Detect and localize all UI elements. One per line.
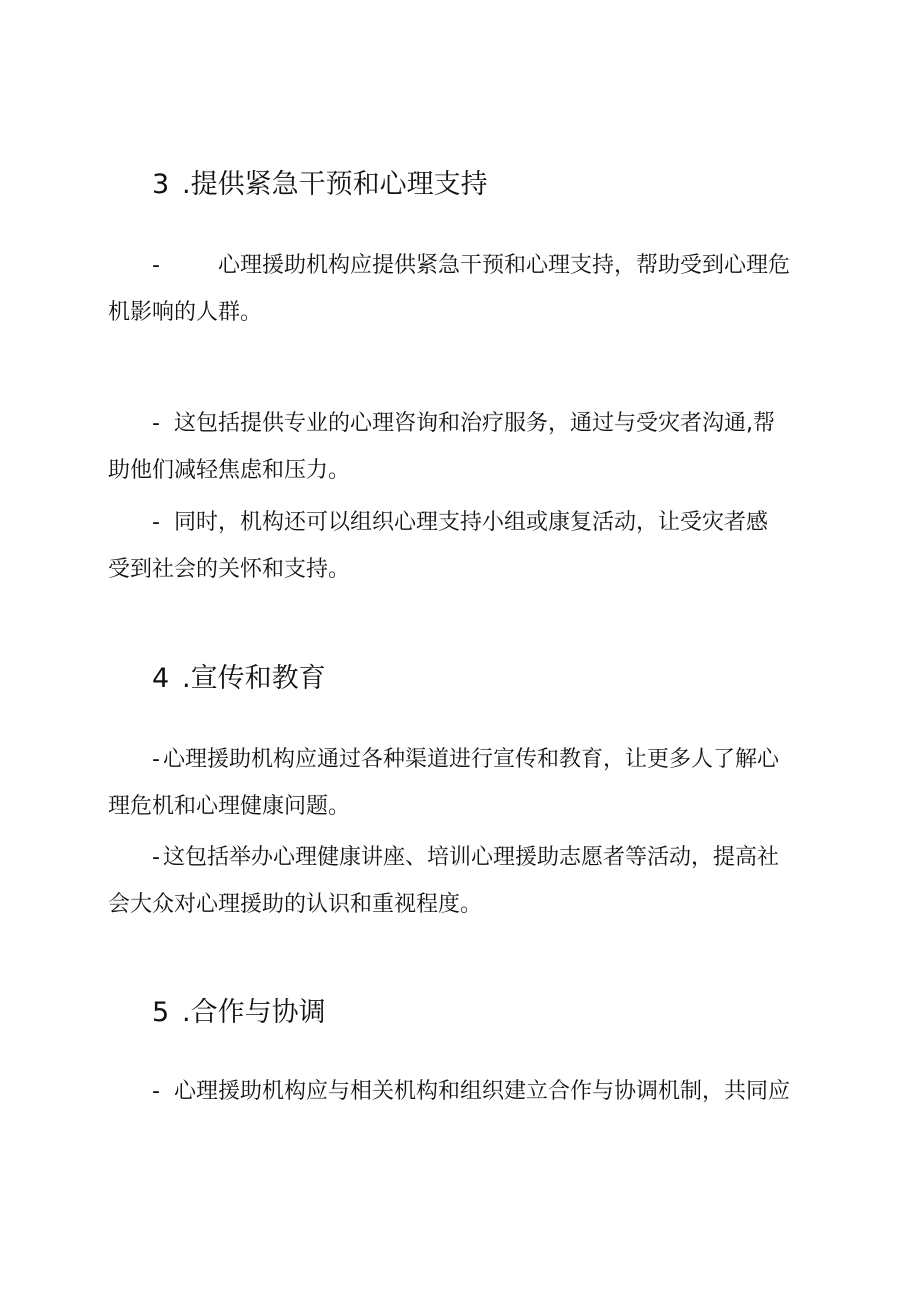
section-3-paragraph-2 xyxy=(108,400,824,494)
section-3-paragraph-3 xyxy=(108,499,824,593)
section-title: .合作与协调 xyxy=(182,997,326,1028)
bullet-dash: - xyxy=(152,253,160,278)
paragraph-line: 会大众对心理援助的认识和重视程度。 xyxy=(108,892,483,917)
section-4-heading xyxy=(152,662,326,696)
section-4-paragraph-2 xyxy=(108,834,824,928)
bullet-dash: - xyxy=(152,411,160,436)
paragraph-line: 助他们减轻焦虑和压力。 xyxy=(108,458,351,483)
paragraph-line: 这包括举办心理健康讲座、培训心理援助志愿者等活动，提高社 xyxy=(163,845,780,870)
paragraph-line: 受到社会的关怀和支持。 xyxy=(108,557,351,582)
section-title: .宣传和教育 xyxy=(182,663,326,694)
section-number: 5 xyxy=(152,997,170,1028)
bullet-dash: - xyxy=(152,510,160,535)
paragraph-line: 机影响的人群。 xyxy=(108,300,263,325)
bullet-dash: - xyxy=(152,845,160,870)
section-3-paragraph-1 xyxy=(108,242,824,336)
section-5-heading xyxy=(152,996,326,1030)
section-4-paragraph-1 xyxy=(108,736,824,830)
section-number: 3 xyxy=(152,169,170,200)
section-title: .提供紧急干预和心理支持 xyxy=(182,169,488,200)
bullet-dash: - xyxy=(152,747,160,772)
paragraph-line: 理危机和心理健康问题。 xyxy=(108,794,351,819)
paragraph-line: 这包括提供专业的心理咨询和治疗服务，通过与受灾者沟通,帮 xyxy=(174,411,775,436)
paragraph-line: 心理援助机构应提供紧急干预和心理支持，帮助受到心理危 xyxy=(218,253,791,278)
paragraph-line: 同时，机构还可以组织心理支持小组或康复活动，让受灾者感 xyxy=(174,510,769,535)
section-number: 4 xyxy=(152,663,170,694)
section-3-heading xyxy=(152,168,488,202)
paragraph-line: 心理援助机构应与相关机构和组织建立合作与协调机制，共同应 xyxy=(174,1079,791,1104)
section-5-paragraph-1 xyxy=(108,1068,824,1115)
bullet-dash: - xyxy=(152,1079,160,1104)
paragraph-line: 心理援助机构应通过各种渠道进行宣传和教育，让更多人了解心 xyxy=(163,747,780,772)
